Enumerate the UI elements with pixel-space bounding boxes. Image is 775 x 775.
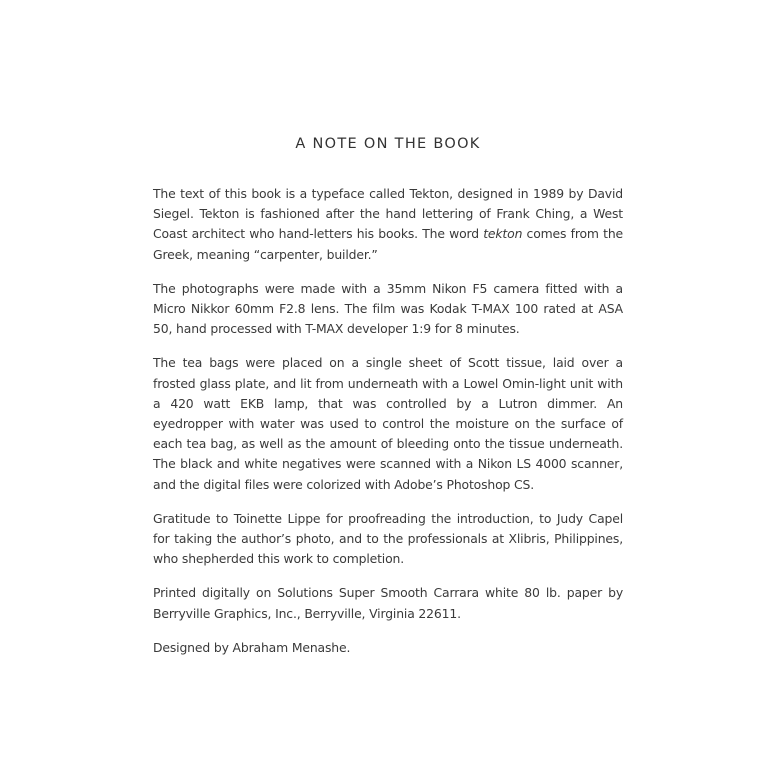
book-note-page — [153, 133, 623, 672]
paragraph-designer: Designed by Abraham Menashe. — [153, 639, 351, 655]
page-title: A NOTE ON THE BOOK — [295, 136, 481, 152]
paragraph-typeface-emphasis: tekton — [483, 226, 523, 242]
paragraph-typeface-text-end: comes from the Greek, meaning “carpenter, builder.” — [153, 226, 623, 262]
paragraph-typeface — [153, 184, 623, 265]
paragraph-gratitude: Gratitude to Toinette Lippe for proofreading the introduction, to Judy Capel for taking the author’s photo, and to the professionals at Xlibris, Philippines, who shepherded this work to completion. — [153, 510, 623, 567]
paragraph-tea-bags: The tea bags were placed on a single sheet of Scott tissue, laid over a frosted glass plate, and lit from underneath with a Lowel Omin-light unit with a 420 watt EKB lamp, that was controlled by a Lutron dimmer. An eyedropper with water was used to control the moisture on the surface of each tea bag, as well as the amount of bleeding onto the tissue underneath. The black and white negatives were scanned with a Nikon LS 4000 scanner, and the digital files were colorized with Adobe’s Photoshop CS. — [153, 355, 623, 492]
paragraph-photographs: The photographs were made with a 35mm Nikon F5 camera fitted with a Micro Nikkor 60mm F2.8 lens. The film was Kodak T-MAX 100 rated at ASA 50, hand processed with T-MAX developer 1:9 for 8 minutes. — [153, 280, 623, 337]
paragraph-printing: Printed digitally on Solutions Super Smooth Carrara white 80 lb. paper by Berryville Graphics, Inc., Berryville, Virginia 22611. — [153, 585, 623, 621]
paragraph-typeface-text-start: The text of this book is a typeface called Tekton, designed in 1989 by David Siegel. Tekton is fashioned after the hand lettering of Frank Ching, a West Coast architect who hand-letters his books. The word — [153, 186, 623, 242]
